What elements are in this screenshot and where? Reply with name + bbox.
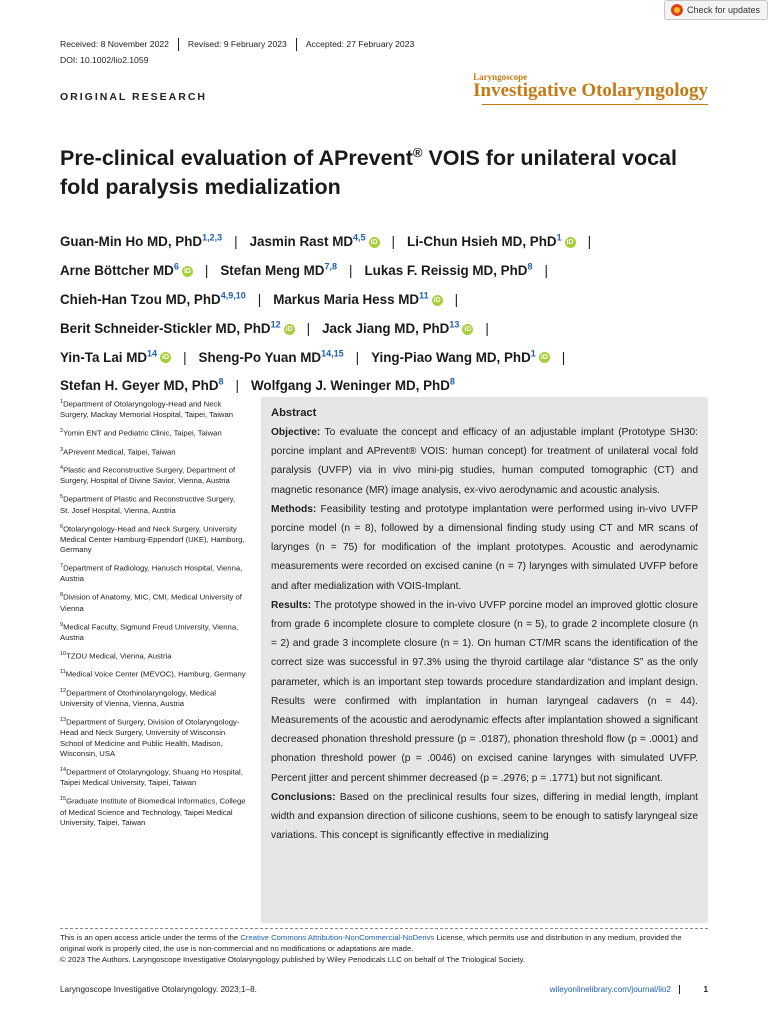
affiliation-number: 10 (60, 650, 67, 657)
journal-logo-main: Investigative Otolaryngology (473, 80, 708, 101)
affiliation-text: Department of Otolaryngology, Shuang Ho Hospital, Taipei Medical University, Taipei, Taiwan (60, 767, 243, 788)
author-name: Yin-Ta Lai MD (60, 349, 148, 365)
author-name: Jack Jiang MD, PhD (322, 320, 450, 336)
doi[interactable]: DOI: 10.1002/lio2.1059 (60, 55, 149, 65)
author-line (60, 255, 720, 284)
affiliation (60, 561, 246, 585)
conclusions-label: Conclusions: (271, 791, 336, 803)
results-text: The prototype showed in the in-vivo UVFP porcine model an improved glottic closure from grade 6 incomplete closure to complete closure (n = 5), to grade 2 incomplete closure (n = 2) and grade 3 incomplete closure (n = 1). On human CT/MR scans the identification of the correct size was successful in 97.3% using the thyroid cartilage alar “distance S” as the only parameter, which is an important step towards procedure standardization and implant design. Results were confirmed with implantation in human laryngeal cadavers (n = 44). Measurements of the acoustic and aerodynamic effects after implantation showed a significant decreased phonation threshold pressure (p = .0187), phonation threshold flow (p = .0001) and phonation threshold power (p = .0046) on excised canine larynges with simulated UVFP. Percent jitter and percent shimmer decreased (p = .2976; p = .1771) but not significant. (271, 599, 698, 784)
methods-label: Methods: (271, 503, 317, 515)
license-text (60, 932, 708, 954)
article-dates (60, 38, 423, 51)
author-name: Stefan Meng MD (220, 263, 325, 279)
author-name: Sheng-Po Yuan MD (198, 349, 322, 365)
affiliation-number: 14 (60, 767, 67, 774)
abstract-results (271, 596, 698, 788)
affiliation (60, 686, 246, 710)
objective-label: Objective: (271, 427, 321, 438)
affiliation-number: 6 (60, 523, 64, 530)
author[interactable] (60, 234, 222, 249)
author-affiliation-ref[interactable]: 1 (530, 348, 536, 359)
author[interactable] (60, 263, 193, 278)
journal-logo-sub: Laryngoscope (473, 72, 528, 82)
author-affiliation-ref[interactable]: 8 (527, 261, 533, 272)
author-separator: | (485, 320, 489, 336)
affiliation-text: Plastic and Reconstructive Surgery, Department of Surgery, Hospital of Divine Savior, Vienna, Austria (60, 465, 236, 486)
author-separator: | (257, 292, 262, 307)
revised-date: Revised: 9 February 2023 (178, 38, 296, 51)
author-name: Wolfgang J. Weninger MD, PhD (251, 378, 450, 394)
author-affiliation-ref[interactable]: 13 (449, 319, 460, 330)
author-line (60, 370, 720, 399)
copyright-text: © 2023 The Authors. Laryngoscope Investigative Otolaryngology published by Wiley Periodicals LLC on behalf of The Triological Society. (60, 955, 526, 964)
author-separator: | (587, 234, 592, 250)
license-notice (60, 928, 708, 965)
author-line (60, 341, 720, 370)
author-separator: | (544, 263, 548, 279)
author[interactable] (250, 234, 380, 249)
page-number: 1 (703, 985, 708, 994)
page-footer (60, 985, 708, 994)
title-registered-mark: ® (412, 145, 423, 160)
abstract-methods (271, 500, 698, 596)
article-title (60, 138, 720, 202)
author-separator: | (306, 320, 311, 336)
author-name: Lukas F. Reissig MD, PhD (364, 263, 528, 279)
author-name: Ying-Piao Wang MD, PhD (371, 349, 531, 365)
section-label: ORIGINAL RESEARCH (60, 91, 207, 103)
affiliation-text: Otolaryngology-Head and Neck Surgery, University Medical Center Hamburg-Eppendorf (UKE), Hamburg, Germany (60, 524, 245, 555)
author-name: Chieh-Han Tzou MD, PhD (60, 292, 221, 307)
affiliation-text: Graduate Institute of Biomedical Informatics, College of Medical Science and Technology, Taipei Medical University, Taipei, Taiwan (60, 796, 246, 828)
author-separator: | (235, 378, 239, 394)
affiliation-number: 9 (60, 621, 64, 628)
received-date: Received: 8 November 2022 (60, 39, 169, 49)
affiliation-number: 3 (60, 446, 64, 453)
results-label: Results: (271, 599, 312, 611)
author-affiliation-ref[interactable]: 8 (449, 376, 455, 387)
affiliation-number: 1 (60, 399, 64, 405)
author-name: Arne Böttcher MD (60, 263, 174, 279)
author[interactable] (364, 263, 532, 278)
author-affiliation-ref[interactable]: 12 (270, 319, 281, 330)
affiliation-number: 12 (60, 687, 67, 694)
orcid-icon[interactable]: iD (370, 239, 378, 247)
check-for-updates-button[interactable] (664, 0, 768, 20)
journal-logo-rule (482, 104, 708, 105)
abstract-objective (271, 423, 698, 500)
affiliation-number: 4 (60, 465, 64, 472)
orcid-icon[interactable]: iD (162, 354, 170, 362)
orcid-icon[interactable]: iD (285, 325, 293, 333)
orcid-icon[interactable]: iD (433, 296, 441, 304)
methods-text: Feasibility testing and prototype implantation were performed using in-vivo UVFP porcine model (n = 8), followed by a dimensional finding study using CT and MR scans of larynges (n = 75) for modification of the implant prototypes. Acoustic and aerodynamic measurements were recorded on excised canine (n = 7) larynges with simulated UVFP before and after medialization with VOIS-Implant. (271, 503, 698, 592)
author-name: Jasmin Rast MD (249, 234, 354, 250)
affiliation (60, 765, 246, 789)
author-affiliation-ref[interactable]: 6 (173, 261, 179, 272)
affiliation (60, 590, 246, 614)
author-name: Guan-Min Ho MD, PhD (60, 234, 203, 250)
affiliation (60, 620, 246, 644)
abstract-conclusions (271, 788, 698, 846)
affiliation-text: Department of Otolaryngology-Head and Neck Surgery, Mackay Memorial Hospital, Taipei, Taiwan (60, 399, 234, 420)
journal-logo (473, 72, 708, 100)
affiliation-text: Department of Surgery, Division of Otolaryngology-Head and Neck Surgery, University of Wisconsin School of Medicine and Public Health, Madison, Wisconsin, USA (60, 717, 240, 759)
author-name: Li-Chun Hsieh MD, PhD (407, 234, 557, 250)
affiliation-number: 7 (60, 563, 64, 570)
author[interactable] (60, 321, 295, 336)
affiliation-text: Department of Radiology, Hanusch Hospital, Vienna, Austria (60, 563, 243, 584)
author[interactable] (60, 378, 224, 393)
affiliation (60, 492, 246, 516)
affiliations-list (60, 397, 246, 834)
affiliation-text: APrevent Medical, Taipei, Taiwan (63, 447, 176, 457)
affiliation-number: 11 (60, 669, 66, 676)
license-pre: This is an open access article under the terms of the (60, 933, 241, 942)
affiliation-number: 2 (60, 428, 64, 435)
conclusions-text: Based on the preclinical results four sizes, differing in medial length, implant width and expansion direction of silicone cushions, seem to be enough to satisfy laryngeal size variations. This concept is significantly effective in medializing (271, 791, 698, 842)
affiliation-text: Department of Plastic and Reconstructive Surgery, St. Josef Hospital, Vienna, Austria (60, 494, 236, 515)
author[interactable] (371, 350, 550, 365)
author[interactable] (322, 321, 473, 336)
author-affiliation-ref[interactable]: 11 (419, 290, 429, 301)
license-link[interactable]: Creative Commons Attribution-NonCommercial-NoDerivs (240, 933, 435, 942)
author-affiliation-ref[interactable]: 14 (147, 348, 158, 359)
author-affiliation-ref[interactable]: 8 (218, 376, 224, 387)
affiliation-text: Department of Otorhinolaryngology, Medical University of Vienna, Vienna, Austria (60, 688, 216, 708)
affiliation (60, 445, 246, 458)
affiliation-text: Division of Anatomy, MIC, CMI, Medical University of Vienna (60, 592, 242, 613)
author-name: Berit Schneider-Stickler MD, PhD (60, 320, 271, 336)
author-line (60, 284, 720, 313)
author-line (60, 226, 720, 255)
orcid-icon[interactable]: iD (183, 268, 191, 276)
check-for-updates-label: Check for updates (687, 5, 761, 15)
affiliation (60, 667, 246, 680)
orcid-icon[interactable]: iD (464, 325, 472, 333)
author-separator: | (183, 349, 187, 365)
author-affiliation-ref[interactable]: 14,15 (321, 348, 344, 359)
author-affiliation-ref[interactable]: 1,2,3 (202, 233, 223, 243)
accepted-date: Accepted: 27 February 2023 (296, 38, 423, 51)
affiliation (60, 715, 246, 760)
author[interactable] (220, 263, 337, 278)
affiliation-number: 5 (60, 494, 64, 501)
author[interactable] (273, 292, 442, 307)
abstract-box (261, 397, 708, 923)
author-list (60, 226, 720, 399)
footer-url[interactable]: wileyonlinelibrary.com/journal/lio2 (550, 985, 680, 994)
affiliation-text: Medical Voice Center (MEVOC), Hamburg, Germany (65, 669, 246, 679)
author-affiliation-ref[interactable]: 4,5 (353, 233, 366, 243)
author-separator: | (454, 292, 459, 307)
objective-text: To evaluate the concept and efficacy of an adjustable implant (Prototype SH30: porcine implant and APrevent® VOIS: human concept) for treatment of unilateral vocal fold paralysis (UVFP) via in vivo mini-pig studies, human computed tomographic (CT) and magnetic resonance (MR) image analysis, ex-vivo aerodynamic and acoustic analysis. (271, 427, 698, 496)
author-affiliation-ref[interactable]: 4,9,10 (220, 290, 246, 301)
affiliation (60, 522, 246, 556)
author[interactable] (199, 350, 344, 365)
affiliation (60, 649, 246, 662)
affiliation-text: TZOU Medical, Vienna, Austria (66, 651, 172, 661)
affiliation (60, 426, 246, 439)
author[interactable] (60, 350, 171, 365)
author[interactable] (407, 234, 576, 249)
author[interactable] (251, 378, 455, 393)
license-post: License, which permits use and distribution in any medium, provided the original work is properly cited, the use is non-commercial and no modifications or adaptations are made. (60, 933, 682, 953)
author-separator: | (391, 234, 396, 250)
affiliation (60, 397, 246, 421)
orcid-icon[interactable]: iD (540, 354, 548, 362)
footer-journal: Laryngoscope Investigative Otolaryngology. 2023;1–8. (60, 985, 257, 994)
author-separator: | (234, 234, 238, 250)
affiliation-number: 15 (60, 796, 67, 803)
author-name: Stefan H. Geyer MD, PhD (60, 378, 219, 394)
author-separator: | (204, 263, 209, 279)
author-line (60, 312, 720, 341)
author-affiliation-ref[interactable]: 1 (556, 233, 562, 243)
author-separator: | (355, 349, 360, 365)
author-separator: | (349, 263, 353, 279)
author-affiliation-ref[interactable]: 7,8 (324, 261, 337, 272)
title-part-2: VOIS for unilateral vocal fold paralysis medialization (60, 146, 677, 200)
orcid-icon[interactable]: iD (566, 239, 574, 247)
affiliation (60, 794, 246, 828)
author-name: Markus Maria Hess MD (273, 292, 420, 307)
author[interactable] (60, 292, 246, 307)
affiliation (60, 463, 246, 487)
affiliation-text: Yomin ENT and Pediatric Clinic, Taipei, Taiwan (63, 428, 222, 438)
affiliation-number: 8 (60, 592, 64, 599)
affiliation-text: Medical Faculty, Sigmund Freud University, Vienna, Austria (60, 622, 239, 642)
author-separator: | (561, 349, 566, 365)
crossmark-icon (671, 4, 683, 16)
affiliation-number: 13 (60, 716, 67, 723)
title-part-1: Pre-clinical evaluation of APrevent (60, 146, 413, 171)
abstract-heading: Abstract (271, 407, 317, 419)
